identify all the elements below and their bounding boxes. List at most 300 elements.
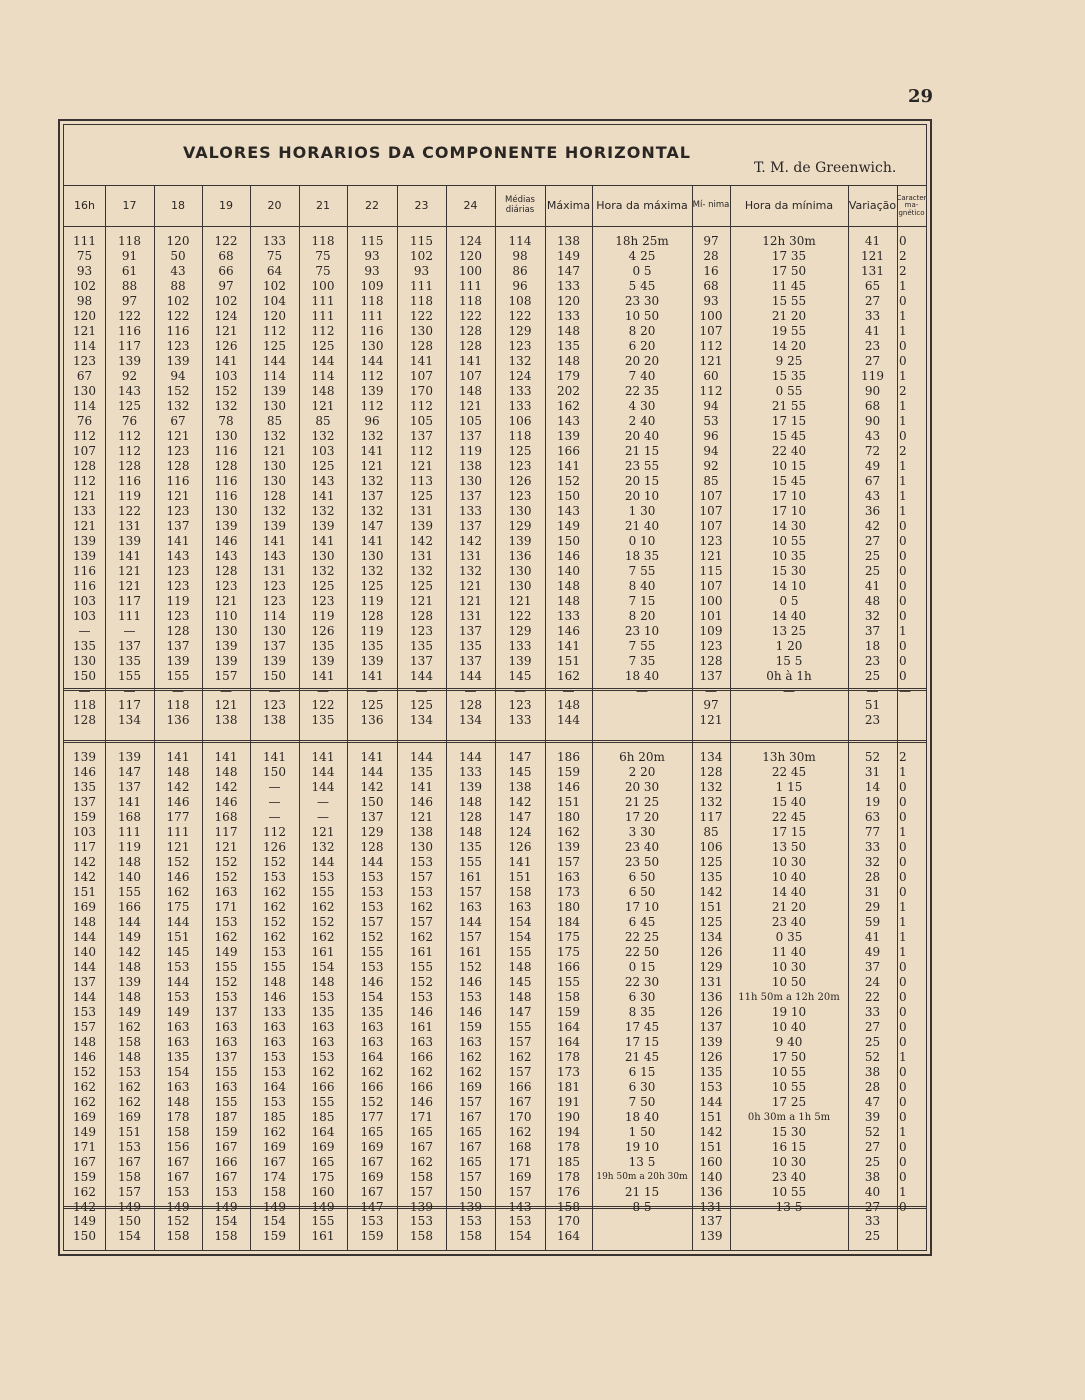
table-cell: 173 bbox=[557, 885, 580, 899]
table-cell: 132 bbox=[360, 504, 384, 518]
table-cell: 106 bbox=[508, 414, 532, 428]
table-cell: 133 bbox=[508, 639, 532, 653]
table-cell: 0 bbox=[899, 1080, 907, 1094]
table-cell: 1 bbox=[899, 414, 907, 428]
table-cell: 131 bbox=[459, 549, 482, 563]
table-cell: 76 bbox=[121, 414, 138, 428]
table-cell: 161 bbox=[459, 870, 482, 884]
table-cell: 0 bbox=[899, 594, 907, 608]
table-cell: 166 bbox=[118, 900, 141, 914]
table-cell: 123 bbox=[508, 339, 532, 353]
table-cell: 25 bbox=[864, 549, 881, 563]
table-cell: 1 bbox=[899, 369, 907, 383]
table-cell: 115 bbox=[410, 234, 433, 248]
table-cell: 6 15 bbox=[628, 1065, 656, 1079]
table-cell: — bbox=[317, 795, 329, 809]
table-cell: 0 bbox=[899, 654, 907, 668]
table-cell: 155 bbox=[118, 669, 141, 683]
table-cell: 143 bbox=[118, 384, 141, 398]
table-cell: 167 bbox=[166, 1170, 190, 1184]
table-cell: 0 55 bbox=[775, 384, 803, 398]
table-cell: 150 bbox=[459, 1185, 482, 1199]
table-cell: 144 bbox=[166, 915, 190, 929]
table-cell: 175 bbox=[557, 945, 580, 959]
table-cell: 167 bbox=[360, 1155, 384, 1169]
table-cell: 144 bbox=[166, 975, 190, 989]
table-cell: 22 bbox=[864, 990, 881, 1004]
table-cell: 123 bbox=[699, 639, 723, 653]
table-cell: 22 45 bbox=[771, 765, 807, 779]
table-cell: 155 bbox=[214, 1065, 238, 1079]
table-cell: 153 bbox=[459, 1214, 482, 1228]
table-cell: 43 bbox=[170, 264, 186, 278]
table-cell: 137 bbox=[459, 624, 482, 638]
table-cell: 171 bbox=[214, 900, 238, 914]
table-cell: 146 bbox=[360, 975, 384, 989]
table-cell: 155 bbox=[311, 885, 335, 899]
table-cell: 149 bbox=[166, 1005, 190, 1019]
table-cell: 10 40 bbox=[771, 1020, 807, 1034]
table-cell: 23 30 bbox=[624, 294, 660, 308]
table-cell: 175 bbox=[166, 900, 190, 914]
table-cell: 7 35 bbox=[628, 654, 656, 668]
table-cell: 123 bbox=[166, 504, 190, 518]
table-cell: 149 bbox=[557, 249, 580, 263]
table-cell: 120 bbox=[459, 249, 482, 263]
table-cell: 149 bbox=[166, 1200, 190, 1214]
table-cell: 41 bbox=[864, 234, 881, 248]
table-cell: 112 bbox=[311, 324, 335, 338]
table-cell: 6 45 bbox=[628, 915, 656, 929]
table-cell: 144 bbox=[73, 990, 96, 1004]
table-cell: 78 bbox=[218, 414, 234, 428]
table-cell: 6 50 bbox=[628, 870, 656, 884]
table-cell: 152 bbox=[410, 975, 433, 989]
table-cell: 17 50 bbox=[771, 1050, 807, 1064]
table-cell: 126 bbox=[508, 840, 532, 854]
table-cell: 162 bbox=[557, 399, 580, 413]
table-cell: — bbox=[268, 780, 281, 794]
table-cell: 8 5 bbox=[632, 1200, 652, 1214]
table-cell: 151 bbox=[699, 1140, 723, 1154]
table-cell: 102 bbox=[166, 294, 190, 308]
table-cell: 25 bbox=[864, 1155, 881, 1169]
table-cell: 141 bbox=[263, 534, 286, 548]
table-cell: 67 bbox=[76, 369, 93, 383]
table-cell: 126 bbox=[699, 1005, 723, 1019]
table-cell: 125 bbox=[699, 855, 723, 869]
table-cell: 144 bbox=[699, 1095, 723, 1109]
table-cell: 162 bbox=[263, 885, 286, 899]
table-cell: 158 bbox=[166, 1125, 190, 1139]
table-cell: 162 bbox=[73, 1095, 96, 1109]
table-cell: 31 bbox=[864, 885, 881, 899]
table-cell: 163 bbox=[214, 885, 238, 899]
table-cell: 43 bbox=[864, 429, 881, 443]
table-cell: 150 bbox=[118, 1214, 141, 1228]
table-cell: 131 bbox=[699, 975, 723, 989]
table-cell: 159 bbox=[214, 1125, 238, 1139]
table-cell: 144 bbox=[311, 765, 335, 779]
table-cell: 147 bbox=[508, 750, 532, 764]
table-cell: 157 bbox=[410, 1185, 433, 1199]
table-cell: 146 bbox=[166, 795, 190, 809]
table-cell: 151 bbox=[699, 900, 723, 914]
table-cell: 14 10 bbox=[771, 579, 807, 593]
table-cell: — bbox=[366, 684, 378, 698]
table-cell: 123 bbox=[699, 534, 723, 548]
table-cell: 0 bbox=[899, 1095, 907, 1109]
table-cell: 103 bbox=[73, 609, 96, 623]
table-cell: 165 bbox=[360, 1125, 384, 1139]
table-cell: 49 bbox=[864, 459, 881, 473]
table-cell: 112 bbox=[118, 444, 141, 458]
table-cell: 169 bbox=[459, 1080, 482, 1094]
table-cell: 0 bbox=[899, 990, 907, 1004]
table-cell: 2 bbox=[899, 249, 907, 263]
table-cell: 131 bbox=[459, 609, 482, 623]
table-cell: 29 bbox=[864, 900, 881, 914]
table-cell: — bbox=[514, 684, 526, 698]
table-cell: 118 bbox=[118, 234, 141, 248]
table-cell: 118 bbox=[508, 429, 532, 443]
table-cell: 115 bbox=[360, 234, 384, 248]
table-cell: 166 bbox=[360, 1080, 384, 1094]
table-cell: 169 bbox=[73, 1110, 96, 1124]
table-cell: 111 bbox=[410, 279, 433, 293]
table-cell: 135 bbox=[459, 840, 482, 854]
table-cell: 153 bbox=[410, 990, 433, 1004]
table-cell: 119 bbox=[311, 609, 335, 623]
table-cell: 137 bbox=[459, 654, 482, 668]
table-cell: 0 35 bbox=[775, 930, 803, 944]
table-cell: 130 bbox=[214, 429, 238, 443]
table-cell: 111 bbox=[166, 825, 190, 839]
table-cell: 169 bbox=[360, 1170, 384, 1184]
table-cell: 159 bbox=[263, 1229, 286, 1243]
table-cell: 129 bbox=[508, 519, 532, 533]
table-cell: 0 bbox=[899, 564, 907, 578]
table-cell: 152 bbox=[73, 1065, 96, 1079]
table-cell: 126 bbox=[214, 339, 238, 353]
table-cell: 112 bbox=[410, 444, 433, 458]
table-cell: 15 35 bbox=[771, 369, 807, 383]
table-cell: 17 35 bbox=[771, 249, 807, 263]
table-cell: 153 bbox=[459, 990, 482, 1004]
table-cell: 178 bbox=[557, 1140, 580, 1154]
table-cell: 153 bbox=[311, 1050, 335, 1064]
table-cell: 119 bbox=[360, 624, 384, 638]
table-cell: 102 bbox=[410, 249, 433, 263]
table-cell: 107 bbox=[699, 489, 723, 503]
table-cell: 133 bbox=[459, 765, 482, 779]
table-cell: 131 bbox=[410, 504, 433, 518]
table-cell: 102 bbox=[214, 294, 238, 308]
table-cell: 141 bbox=[214, 750, 238, 764]
table-cell: 121 bbox=[311, 825, 335, 839]
table-cell: 114 bbox=[73, 339, 96, 353]
table-cell: 112 bbox=[410, 399, 433, 413]
table-cell: 102 bbox=[73, 279, 96, 293]
table-cell: 162 bbox=[557, 825, 580, 839]
table-cell: 153 bbox=[214, 990, 238, 1004]
table-cell: 159 bbox=[459, 1020, 482, 1034]
table-cell: 16 15 bbox=[771, 1140, 807, 1154]
table-cell: 27 bbox=[864, 1140, 881, 1154]
table-cell: 19 10 bbox=[771, 1005, 807, 1019]
table-cell: 150 bbox=[360, 795, 384, 809]
table-cell: 135 bbox=[311, 713, 335, 727]
table-cell: 162 bbox=[410, 930, 433, 944]
table-cell: 148 bbox=[557, 594, 580, 608]
table-cell: 0 bbox=[899, 1155, 907, 1169]
table-cell: 27 bbox=[864, 1020, 881, 1034]
table-cell: 96 bbox=[512, 279, 528, 293]
table-cell: 107 bbox=[699, 579, 723, 593]
table-cell: 100 bbox=[311, 279, 335, 293]
table-cell: 108 bbox=[508, 294, 532, 308]
table-cell: 148 bbox=[557, 354, 580, 368]
table-cell: 155 bbox=[508, 945, 532, 959]
table-cell: 139 bbox=[508, 654, 532, 668]
table-cell: 161 bbox=[459, 945, 482, 959]
table-cell: 14 40 bbox=[771, 885, 807, 899]
table-cell: 1 bbox=[899, 945, 907, 959]
table-cell: 75 bbox=[266, 249, 283, 263]
table-cell: 149 bbox=[73, 1214, 96, 1228]
table-cell: — bbox=[268, 810, 281, 824]
table-cell: 138 bbox=[214, 713, 238, 727]
table-cell: 133 bbox=[557, 609, 580, 623]
table-cell: 10 50 bbox=[771, 975, 807, 989]
table-cell: 17 50 bbox=[771, 264, 807, 278]
table-cell: 160 bbox=[699, 1155, 723, 1169]
table-cell: 113 bbox=[410, 474, 433, 488]
table-cell: 155 bbox=[360, 945, 384, 959]
table-cell: 157 bbox=[410, 915, 433, 929]
table-cell: 132 bbox=[311, 840, 335, 854]
table-cell: 130 bbox=[263, 624, 286, 638]
table-cell: 128 bbox=[410, 609, 433, 623]
table-cell: 0 bbox=[899, 1170, 907, 1184]
table-cell: 1 bbox=[899, 459, 907, 473]
table-cell: 185 bbox=[311, 1110, 335, 1124]
table-cell: 144 bbox=[311, 855, 335, 869]
table-cell: 148 bbox=[459, 384, 482, 398]
table-cell: 128 bbox=[166, 459, 190, 473]
table-cell: 25 bbox=[864, 669, 881, 683]
table-cell: 123 bbox=[263, 594, 286, 608]
table-cell: 19 55 bbox=[771, 324, 807, 338]
table-cell: 38 bbox=[864, 1170, 881, 1184]
table-cell: 132 bbox=[360, 564, 384, 578]
table-cell: 11 45 bbox=[771, 279, 807, 293]
table-cell: 122 bbox=[508, 309, 532, 323]
table-cell: 121 bbox=[699, 354, 723, 368]
table-cell: 139 bbox=[118, 354, 141, 368]
table-cell: 180 bbox=[557, 900, 580, 914]
table-cell: 143 bbox=[311, 474, 335, 488]
table-cell: 15 30 bbox=[771, 564, 807, 578]
table-cell: 137 bbox=[263, 639, 286, 653]
table-cell: — bbox=[636, 684, 648, 698]
table-cell: 33 bbox=[864, 1214, 881, 1228]
table-cell: 130 bbox=[73, 654, 96, 668]
table-cell: 33 bbox=[864, 1005, 881, 1019]
table-cell: 27 bbox=[864, 294, 881, 308]
table-cell: 103 bbox=[73, 825, 96, 839]
table-cell: 131 bbox=[861, 264, 884, 278]
table-cell bbox=[897, 1215, 928, 1228]
table-cell: 139 bbox=[166, 654, 190, 668]
table-cell: 96 bbox=[703, 429, 719, 443]
table-cell: 141 bbox=[508, 855, 532, 869]
table-cell: 112 bbox=[263, 324, 286, 338]
table-cell: 136 bbox=[699, 1185, 723, 1199]
table-cell bbox=[730, 1215, 848, 1228]
table-cell: 52 bbox=[864, 750, 881, 764]
table-cell: 112 bbox=[73, 474, 96, 488]
table-cell: 1 bbox=[899, 474, 907, 488]
table-cell: 23 bbox=[864, 713, 881, 727]
table-cell: 0 bbox=[899, 1110, 907, 1124]
table-cell: 157 bbox=[360, 915, 384, 929]
table-cell: 51 bbox=[864, 698, 881, 712]
table-cell: 18 bbox=[864, 639, 881, 653]
table-cell: 134 bbox=[118, 713, 141, 727]
table-cell: 93 bbox=[703, 294, 719, 308]
table-cell: 132 bbox=[214, 399, 238, 413]
table-cell: 126 bbox=[263, 840, 286, 854]
table-cell: 135 bbox=[73, 639, 96, 653]
table-cell: 19h 50m a 20h 30m bbox=[596, 1172, 688, 1182]
table-cell: 25 bbox=[864, 1035, 881, 1049]
table-cell: 150 bbox=[73, 1229, 96, 1243]
table-cell: 115 bbox=[699, 564, 723, 578]
table-cell: 128 bbox=[214, 459, 238, 473]
table-cell: 4 25 bbox=[628, 249, 656, 263]
table-cell: 15 5 bbox=[775, 654, 803, 668]
table-cell: 158 bbox=[214, 1229, 238, 1243]
table-cell: 125 bbox=[410, 579, 433, 593]
table-cell: 138 bbox=[410, 825, 433, 839]
table-cell: 139 bbox=[263, 519, 286, 533]
table-cell: 155 bbox=[118, 885, 141, 899]
table-cell: 144 bbox=[360, 765, 384, 779]
column-header: Mí- nima bbox=[692, 200, 730, 211]
column-header: Variação bbox=[848, 198, 897, 212]
table-cell: 76 bbox=[76, 414, 93, 428]
table-cell: 133 bbox=[73, 504, 96, 518]
table-cell: 14 40 bbox=[771, 609, 807, 623]
table-cell: 154 bbox=[311, 960, 335, 974]
table-cell: 8 40 bbox=[628, 579, 656, 593]
table-cell: 155 bbox=[214, 960, 238, 974]
table-cell: 166 bbox=[214, 1155, 238, 1169]
table-cell: 121 bbox=[73, 324, 96, 338]
table-cell: 141 bbox=[410, 780, 433, 794]
table-cell: 178 bbox=[166, 1110, 190, 1124]
table-cell: 130 bbox=[263, 459, 286, 473]
table-cell: 50 bbox=[170, 249, 186, 263]
table-cell: 153 bbox=[166, 960, 190, 974]
table-cell: 125 bbox=[410, 489, 433, 503]
table-cell: 48 bbox=[864, 594, 881, 608]
table-cell: 17 25 bbox=[771, 1095, 807, 1109]
table-cell: 0 bbox=[899, 669, 907, 683]
table-cell: 122 bbox=[118, 504, 141, 518]
table-cell: 7 15 bbox=[628, 594, 656, 608]
table-cell: 0 bbox=[899, 795, 907, 809]
table-cell: 143 bbox=[557, 414, 580, 428]
table-cell: 0 bbox=[899, 519, 907, 533]
table-cell: 153 bbox=[166, 1185, 190, 1199]
table-cell: 122 bbox=[508, 609, 532, 623]
table-cell: 13 50 bbox=[771, 840, 807, 854]
table-cell: 184 bbox=[557, 915, 580, 929]
table-cell: 166 bbox=[508, 1080, 532, 1094]
column-header: 17 bbox=[122, 198, 137, 212]
table-cell: 92 bbox=[121, 369, 138, 383]
table-cell: 124 bbox=[508, 369, 532, 383]
table-cell: 153 bbox=[263, 1050, 286, 1064]
table-cell: 158 bbox=[166, 1229, 190, 1243]
table-cell: 169 bbox=[263, 1140, 286, 1154]
table-cell: 65 bbox=[864, 279, 881, 293]
table-cell: 167 bbox=[360, 1185, 384, 1199]
table-cell: 130 bbox=[459, 474, 482, 488]
table-cell: 121 bbox=[699, 549, 723, 563]
table-cell: 143 bbox=[263, 549, 286, 563]
table-cell: 166 bbox=[410, 1080, 433, 1094]
table-cell: 137 bbox=[166, 639, 190, 653]
table-cell: 167 bbox=[166, 1155, 190, 1169]
table-cell: 164 bbox=[263, 1080, 286, 1094]
table-cell: 116 bbox=[214, 489, 238, 503]
table-cell: 111 bbox=[118, 825, 141, 839]
table-cell: 21 45 bbox=[624, 1050, 660, 1064]
table-cell: 0 bbox=[899, 609, 907, 623]
table-cell: 163 bbox=[214, 1080, 238, 1094]
table-cell: 163 bbox=[557, 870, 580, 884]
table-cell: 139 bbox=[557, 840, 580, 854]
table-cell: 0 10 bbox=[628, 534, 656, 548]
table-cell: 154 bbox=[263, 1214, 286, 1228]
table-cell: 120 bbox=[166, 234, 190, 248]
table-cell: 139 bbox=[118, 534, 141, 548]
table-cell: 117 bbox=[118, 339, 141, 353]
table-cell: 125 bbox=[311, 339, 335, 353]
table-cell: 112 bbox=[360, 369, 384, 383]
table-cell: 0 bbox=[899, 579, 907, 593]
table-cell: 148 bbox=[459, 795, 482, 809]
table-cell: 17 10 bbox=[771, 489, 807, 503]
table-cell: — bbox=[783, 684, 795, 698]
table-cell: 150 bbox=[263, 669, 286, 683]
table-cell: 160 bbox=[311, 1185, 335, 1199]
table-cell: 93 bbox=[364, 249, 380, 263]
table-cell: 121 bbox=[699, 713, 723, 727]
table-cell: 101 bbox=[699, 609, 723, 623]
table-cell: 17 45 bbox=[624, 1020, 660, 1034]
table-cell: 0 bbox=[899, 339, 907, 353]
table-cell: 117 bbox=[214, 825, 238, 839]
table-cell: 10 50 bbox=[624, 309, 660, 323]
table-cell: 152 bbox=[360, 930, 384, 944]
table-cell: 155 bbox=[459, 855, 482, 869]
table-cell: 137 bbox=[410, 654, 433, 668]
table-cell: 1 bbox=[899, 825, 907, 839]
